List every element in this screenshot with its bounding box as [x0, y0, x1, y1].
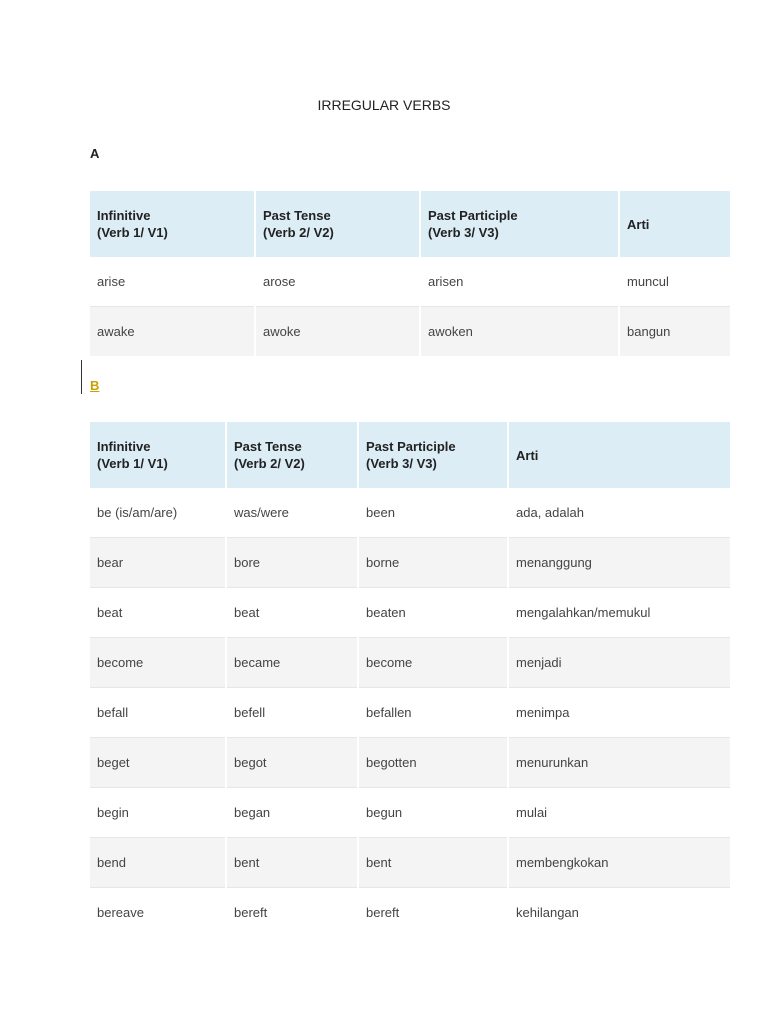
header-infinitive: Infinitive (Verb 1/ V1): [90, 191, 255, 257]
verbs-table-a: [90, 191, 730, 356]
cell-past-tense: bereft: [226, 888, 358, 938]
page-title: IRREGULAR VERBS: [317, 97, 451, 113]
cell-arti: kehilangan: [508, 888, 730, 938]
cell-past-participle: become: [358, 638, 508, 688]
cell-past-participle: bent: [358, 838, 508, 888]
cell-past-tense: arose: [255, 257, 420, 307]
cell-past-tense: bore: [226, 538, 358, 588]
header-past-participle: Past Participle (Verb 3/ V3): [358, 422, 508, 488]
cell-arti: menjadi: [508, 638, 730, 688]
cell-past-tense: was/were: [226, 488, 358, 538]
table-row: [90, 307, 730, 357]
table-row: [90, 738, 730, 788]
cell-past-tense: began: [226, 788, 358, 838]
verbs-table-b: [90, 422, 730, 937]
cell-past-participle: awoken: [420, 307, 619, 357]
table-row: [90, 588, 730, 638]
cell-arti: mengalahkan/memukul: [508, 588, 730, 638]
header-arti: Arti: [508, 422, 730, 488]
table-row: [90, 788, 730, 838]
table-row: [90, 888, 730, 938]
section-heading-b[interactable]: B: [90, 378, 100, 393]
cell-arti: ada, adalah: [508, 488, 730, 538]
cell-infinitive: beget: [90, 738, 226, 788]
cell-past-participle: bereft: [358, 888, 508, 938]
table-row: [90, 538, 730, 588]
table-row: [90, 257, 730, 307]
cell-past-participle: arisen: [420, 257, 619, 307]
table-row: [90, 838, 730, 888]
cell-infinitive: awake: [90, 307, 255, 357]
cell-infinitive: bear: [90, 538, 226, 588]
table-row: [90, 688, 730, 738]
table-row: [90, 488, 730, 538]
cell-past-tense: befell: [226, 688, 358, 738]
cell-arti: membengkokan: [508, 838, 730, 888]
table-header-row: [90, 191, 730, 257]
cell-infinitive: befall: [90, 688, 226, 738]
cell-arti: muncul: [619, 257, 730, 307]
cell-past-tense: bent: [226, 838, 358, 888]
cell-past-tense: became: [226, 638, 358, 688]
cell-past-tense: beat: [226, 588, 358, 638]
cell-arti: menanggung: [508, 538, 730, 588]
cell-past-participle: begun: [358, 788, 508, 838]
cell-infinitive: become: [90, 638, 226, 688]
cell-arti: mulai: [508, 788, 730, 838]
cell-past-participle: befallen: [358, 688, 508, 738]
cell-infinitive: begin: [90, 788, 226, 838]
header-arti: Arti: [619, 191, 730, 257]
cell-arti: bangun: [619, 307, 730, 357]
table-header-row: [90, 422, 730, 488]
cell-past-participle: borne: [358, 538, 508, 588]
cell-infinitive: be (is/am/are): [90, 488, 226, 538]
header-past-participle: Past Participle (Verb 3/ V3): [420, 191, 619, 257]
header-past-tense: Past Tense (Verb 2/ V2): [255, 191, 420, 257]
header-past-tense: Past Tense (Verb 2/ V2): [226, 422, 358, 488]
cell-infinitive: bend: [90, 838, 226, 888]
cell-past-tense: begot: [226, 738, 358, 788]
text-cursor: [81, 360, 82, 394]
cell-past-participle: begotten: [358, 738, 508, 788]
cell-past-participle: been: [358, 488, 508, 538]
cell-infinitive: bereave: [90, 888, 226, 938]
cell-infinitive: arise: [90, 257, 255, 307]
cell-arti: menimpa: [508, 688, 730, 738]
cell-infinitive: beat: [90, 588, 226, 638]
section-heading-a: A: [90, 146, 100, 161]
table-row: [90, 638, 730, 688]
cell-past-tense: awoke: [255, 307, 420, 357]
cell-past-participle: beaten: [358, 588, 508, 638]
header-infinitive: Infinitive (Verb 1/ V1): [90, 422, 226, 488]
cell-arti: menurunkan: [508, 738, 730, 788]
